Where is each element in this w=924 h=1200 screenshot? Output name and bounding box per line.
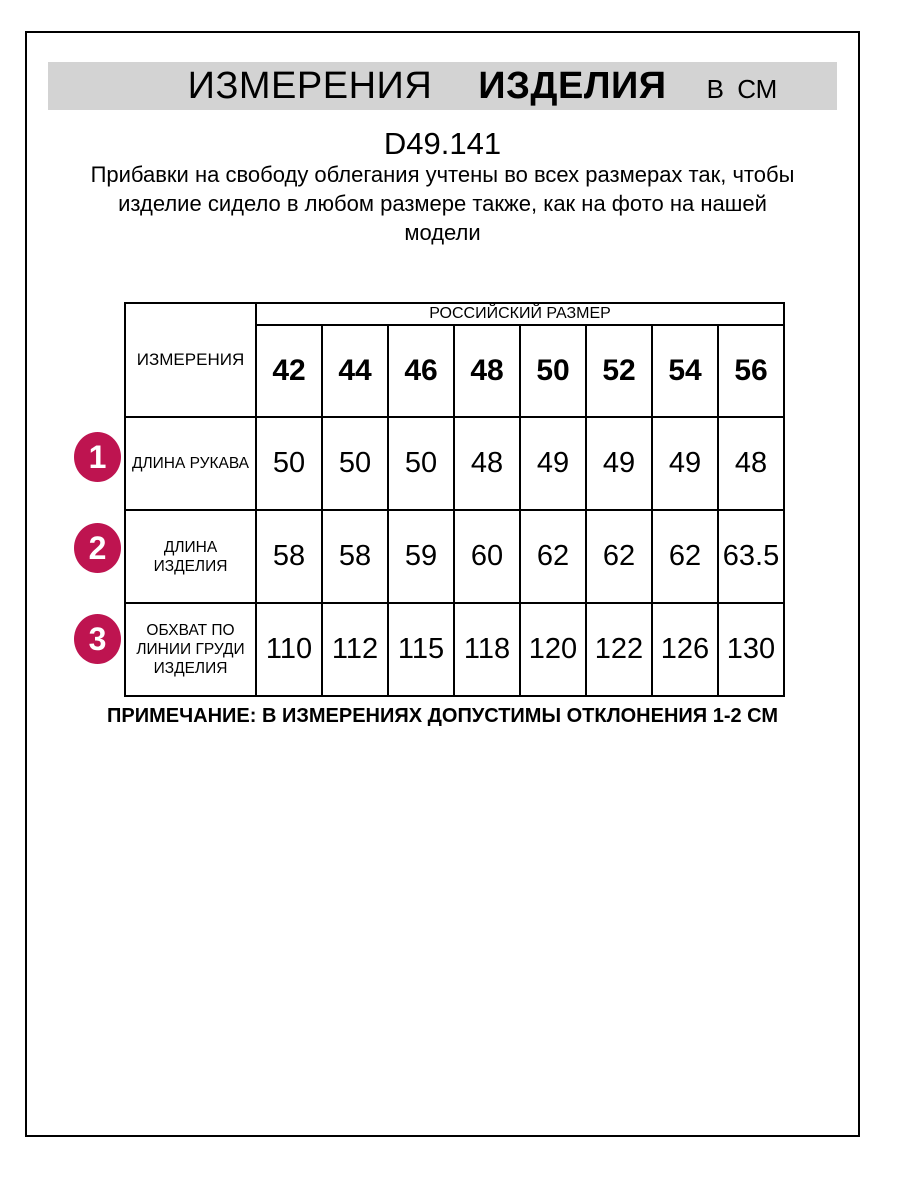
table-row-chest-girth	[125, 603, 784, 696]
value-cell: 63.5	[718, 510, 784, 603]
title-units: В СМ	[706, 74, 778, 104]
value-cell: 48	[718, 417, 784, 510]
value-cell: 49	[652, 417, 718, 510]
row-number-badge: 1	[74, 432, 121, 482]
value-cell: 49	[586, 417, 652, 510]
product-description	[25, 160, 860, 247]
tolerance-note: ПРИМЕЧАНИЕ: В ИЗМЕРЕНИЯХ ДОПУСТИМЫ ОТКЛОНЕНИЯ 1-2 СМ	[107, 705, 778, 727]
size-header-cell: 48	[454, 325, 520, 417]
size-header-cell: 44	[322, 325, 388, 417]
row-label	[125, 603, 256, 696]
title-product: ИЗДЕЛИЯ	[478, 65, 667, 107]
size-table	[124, 302, 785, 697]
value-cell: 122	[586, 603, 652, 696]
size-header-cell: 52	[586, 325, 652, 417]
row-label-line: ИЗДЕЛИЯ	[153, 557, 228, 575]
value-cell: 110	[256, 603, 322, 696]
row-label-line: ДЛИНА	[163, 538, 218, 556]
size-header-cell: 56	[718, 325, 784, 417]
row-number-badge: 3	[74, 614, 121, 664]
value-cell: 112	[322, 603, 388, 696]
description-line: модели	[404, 220, 481, 245]
value-cell: 62	[586, 510, 652, 603]
value-cell: 50	[388, 417, 454, 510]
value-cell: 58	[256, 510, 322, 603]
table-row-garment-length	[125, 510, 784, 603]
size-header-cell: 54	[652, 325, 718, 417]
row-number-badge: 2	[74, 523, 121, 573]
value-cell: 50	[256, 417, 322, 510]
title-measurements: ИЗМЕРЕНИЯ	[187, 65, 433, 107]
row-label-line: ОБХВАТ ПО	[146, 622, 235, 639]
value-cell: 62	[520, 510, 586, 603]
value-cell: 62	[652, 510, 718, 603]
description-line: Прибавки на свободу облегания учтены во всех размерах так, чтобы	[90, 162, 795, 187]
size-group-header: РОССИЙСКИЙ РАЗМЕР	[256, 303, 784, 325]
value-cell: 126	[652, 603, 718, 696]
row-label	[125, 510, 256, 603]
row-label	[125, 417, 256, 510]
size-header-cell: 46	[388, 325, 454, 417]
value-cell: 130	[718, 603, 784, 696]
row-label-line: ДЛИНА РУКАВА	[131, 455, 250, 472]
table-header-group-row	[125, 303, 784, 325]
size-header-cell: 50	[520, 325, 586, 417]
value-cell: 60	[454, 510, 520, 603]
value-cell: 59	[388, 510, 454, 603]
product-code: D49.141	[383, 126, 502, 161]
corner-header-cell: ИЗМЕРЕНИЯ	[125, 303, 256, 417]
value-cell: 50	[322, 417, 388, 510]
value-cell: 115	[388, 603, 454, 696]
value-cell: 58	[322, 510, 388, 603]
row-label-line: ИЗДЕЛИЯ	[153, 660, 228, 677]
row-label-line: ЛИНИИ ГРУДИ	[136, 641, 245, 658]
size-header-cell: 42	[256, 325, 322, 417]
value-cell: 48	[454, 417, 520, 510]
description-line: изделие сидело в любом размере также, как на фото на нашей	[118, 191, 767, 216]
value-cell: 49	[520, 417, 586, 510]
value-cell: 118	[454, 603, 520, 696]
table-row-sleeve-length	[125, 417, 784, 510]
title-bar	[48, 62, 837, 110]
value-cell: 120	[520, 603, 586, 696]
